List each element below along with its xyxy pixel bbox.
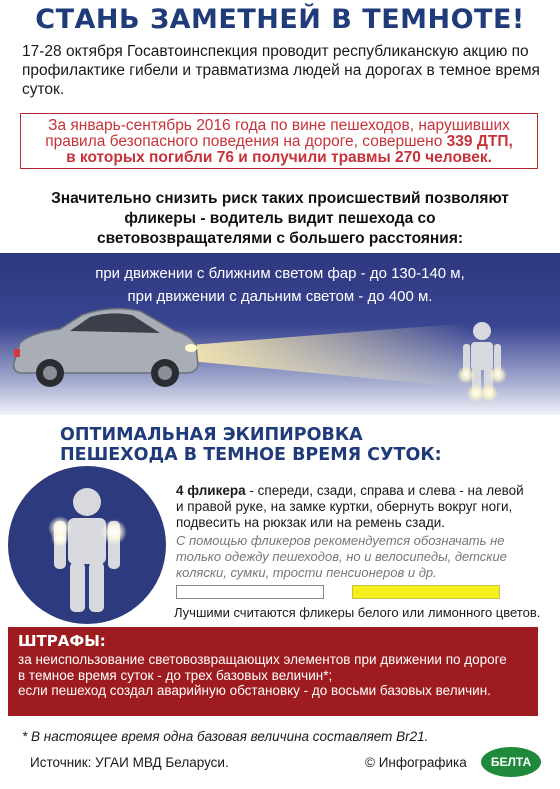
car-icon (14, 309, 198, 387)
equipment-heading (60, 425, 442, 465)
flickers-placement: - спереди, сзади, справа и слева - на левой и правой руке, на замке куртки, обернуть вокруг ноги, подвесить на рюкзак или на ремень сзади. (176, 483, 524, 530)
stats-line-2 (29, 134, 529, 150)
infographic-credit: © Инфографика (365, 755, 467, 770)
car-and-pedestrian-graphic (0, 253, 560, 415)
stats-line-1: За январь-сентябрь 2016 года по вине пешеходов, нарушивших (48, 117, 510, 134)
reduce-line-3: световозвращателями с большего расстояния: (96, 230, 464, 247)
stats-box (20, 113, 538, 169)
equipment-heading-line-1: ОПТИМАЛЬНАЯ ЭКИПИРОВКА (60, 425, 363, 445)
flickers-count: 4 фликера (176, 483, 246, 498)
page-title: СТАНЬ ЗАМЕТНЕЙ В ТЕМНОТЕ! (35, 4, 525, 35)
fines-line-2: в темное время суток - до трех базовых величин*; (18, 667, 333, 683)
reduce-line-2: фликеры - водитель видит пешехода со (124, 210, 436, 227)
fines-line-1: за неиспользование световозвращающих элементов при движении по дороге (18, 652, 507, 667)
fines-box (8, 627, 538, 716)
stats-line-3 (29, 150, 529, 166)
flickers-description (176, 483, 526, 531)
high-beam-distance: при движении с дальним светом - до 400 м. (127, 288, 433, 305)
intro-text: 17-28 октября Госавтоинспекция проводит республиканскую акцию по профилактике гибели и травматизма людей на дорогах в темное время суток. (22, 43, 540, 98)
lemon-flicker-swatch (352, 585, 500, 599)
fines-heading: ШТРАФЫ: (18, 632, 106, 650)
stats-line-2-text: правила безопасного поведения на дороге, совершено (45, 133, 447, 150)
reduce-risk-text (20, 189, 540, 249)
equipment-heading-line-2: ПЕШЕХОДА В ТЕМНОЕ ВРЕМЯ СУТОК: (60, 445, 442, 465)
reduce-line-1: Значительно снизить риск таких происшествий позволяют (51, 190, 509, 207)
night-road-illustration (0, 253, 560, 415)
low-beam-distance: при движении с ближним светом фар - до 130-140 м, (95, 265, 465, 282)
casualties-text: в которых погибли 76 и получили травмы 270 человек. (66, 149, 492, 166)
source-text: Источник: УГАИ МВД Беларуси. (30, 755, 229, 770)
white-flicker-swatch (176, 585, 324, 599)
headlight-beam (190, 323, 470, 388)
flickers-recommendation: С помощью фликеров рекомендуется обозначать не только одежду пешеходов, но и велосипеды, детские коляски, сумки, трости пенсионеров и др. (176, 533, 507, 580)
footnote: * В настоящее время одна базовая величина составляет Br21. (22, 729, 429, 744)
accidents-count: 339 ДТП, (446, 133, 513, 150)
best-colors-text: Лучшими считаются фликеры белого или лимонного цветов. (174, 605, 541, 620)
pedestrian-flickers-illustration (8, 466, 166, 624)
pedestrian-with-flickers-icon (8, 466, 166, 624)
belta-logo: БЕЛТА (481, 747, 541, 777)
fines-line-3: если пешеход создал аварийную обстановку - до восьми базовых величин. (18, 683, 491, 698)
